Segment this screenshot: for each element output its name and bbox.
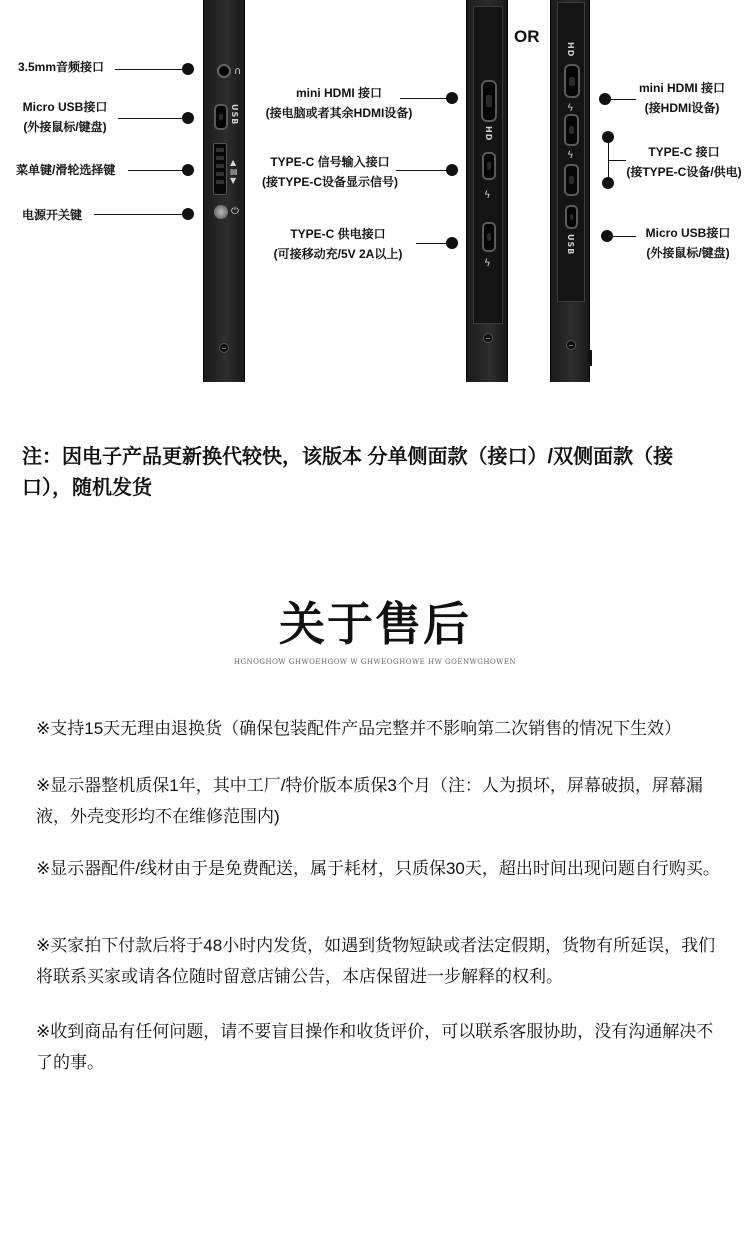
usb-port-text: USB <box>230 104 239 126</box>
typec-power-label-title: TYPE-C 供电接口 <box>290 227 386 241</box>
typec-signal-leader <box>396 170 450 171</box>
audio-jack-marker <box>182 63 194 75</box>
typec-port <box>564 114 579 146</box>
typec-signal-label <box>250 152 410 192</box>
lightning-icon: ϟ <box>567 103 574 114</box>
version-note: 注：因电子产品更新换代较快，该版本 分单侧面款（接口）/双侧面款（接口），随机发货 <box>22 446 674 499</box>
after-sales-title: 关于售后 <box>279 598 471 650</box>
lightning-icon: ϟ <box>484 190 491 201</box>
left-usb-marker <box>182 112 194 124</box>
headphone-icon: ∩ <box>234 66 242 77</box>
hd-text: HD <box>566 42 575 58</box>
micro-usb-port <box>565 205 578 229</box>
typec-power-port <box>482 222 496 252</box>
after-sales-item: ※买家拍下付款后将于48小时内发货，如遇到货物短缺或者法定假期，货物有所延误，我们将联系买家或请各位随时留意店铺公告，本店保留进一步解释的权利。 <box>36 936 716 986</box>
left-usb-label-desc: (外接鼠标/键盘) <box>23 120 107 134</box>
after-sales-item: ※收到商品有任何问题，请不要盲目操作和收货评价，可以联系客服协助，没有沟通解决不了的事。 <box>36 1022 714 1072</box>
middle-device-side <box>466 0 508 382</box>
power-icon: ⏻ <box>231 206 239 217</box>
lightning-icon: ϟ <box>484 258 491 269</box>
audio-jack-label: 3.5mm音频接口 <box>18 60 105 74</box>
menu-wheel-label: 菜单键/滑轮选择键 <box>16 163 116 177</box>
right-usb-leader <box>612 236 636 237</box>
menu-wheel-leader <box>128 170 186 171</box>
after-sales-item: ※支持15天无理由退换货（确保包装配件产品完整并不影响第二次销售的情况下生效） <box>36 719 682 738</box>
usb-port-text: USB <box>566 234 575 256</box>
menu-scroll-wheel <box>213 143 227 195</box>
right-usb-label-title: Micro USB接口 <box>645 226 731 240</box>
right-typec-label-title: TYPE-C 接口 <box>648 145 720 159</box>
middle-hdmi-marker <box>446 92 458 104</box>
typec-power-marker <box>446 237 458 249</box>
typec-signal-marker <box>446 164 458 176</box>
wheel-arrow-icons: ▲ ▤ ▼ <box>230 158 238 185</box>
menu-wheel-marker <box>182 164 194 176</box>
right-device-side <box>550 0 590 382</box>
right-usb-label <box>636 223 740 263</box>
or-label: OR <box>514 27 540 46</box>
mini-hdmi-port <box>481 80 497 122</box>
power-button-leader <box>94 214 186 215</box>
left-usb-leader <box>118 118 186 119</box>
audio-jack-port <box>217 64 231 78</box>
lightning-icon: ϟ <box>567 150 574 161</box>
typec-power-label-desc: (可接移动充/5V 2A以上) <box>273 247 403 261</box>
typec-power-label <box>258 224 418 264</box>
left-usb-label-title: Micro USB接口 <box>22 100 108 114</box>
after-sales-item: ※显示器配件/线材由于是免费配送，属于耗材，只质保30天，超出时间出现问题自行购买。 <box>36 859 720 878</box>
right-typec-label <box>622 142 746 182</box>
audio-jack-leader <box>115 69 187 70</box>
power-button-label: 电源开关键 <box>22 208 83 222</box>
after-sales-item: ※显示器整机质保1年，其中工厂/特价版本质保3个月（注：人为损坏，屏幕破损，屏幕漏液，外壳变形均不在维修范围内) <box>36 776 703 826</box>
mini-hdmi-port <box>564 64 580 98</box>
typec-port <box>564 164 579 196</box>
micro-usb-port <box>214 104 228 130</box>
typec-signal-label-desc: (接TYPE-C设备显示信号) <box>262 175 398 189</box>
power-button <box>214 205 228 219</box>
hd-text: HD <box>484 126 493 142</box>
right-hdmi-label <box>628 78 736 118</box>
after-sales-subtitle: HGNOGHOW GHWOEHGOW W GHWEOGHOWE HW GOENWGHOWEN <box>233 658 517 666</box>
middle-hdmi-leader <box>400 98 450 99</box>
screw-icon <box>483 333 493 343</box>
right-usb-label-desc: (外接鼠标/键盘) <box>646 246 730 260</box>
middle-hdmi-label <box>255 83 423 123</box>
middle-hdmi-label-title: mini HDMI 接口 <box>296 86 382 100</box>
left-device-side <box>203 0 245 382</box>
right-hdmi-label-desc: (接HDMI设备) <box>644 101 720 115</box>
power-button-marker <box>182 208 194 220</box>
screw-icon <box>219 343 229 353</box>
right-typec-label-desc: (接TYPE-C设备/供电) <box>626 165 742 179</box>
typec-power-leader <box>416 243 450 244</box>
right-hdmi-label-title: mini HDMI 接口 <box>639 81 725 95</box>
typec-signal-label-title: TYPE-C 信号输入接口 <box>270 155 390 169</box>
left-usb-label <box>12 97 118 137</box>
middle-hdmi-label-desc: (接电脑或者其余HDMI设备) <box>265 106 413 120</box>
typec-signal-port <box>482 152 496 180</box>
right-device-edge <box>588 350 592 366</box>
screw-icon <box>566 340 576 350</box>
